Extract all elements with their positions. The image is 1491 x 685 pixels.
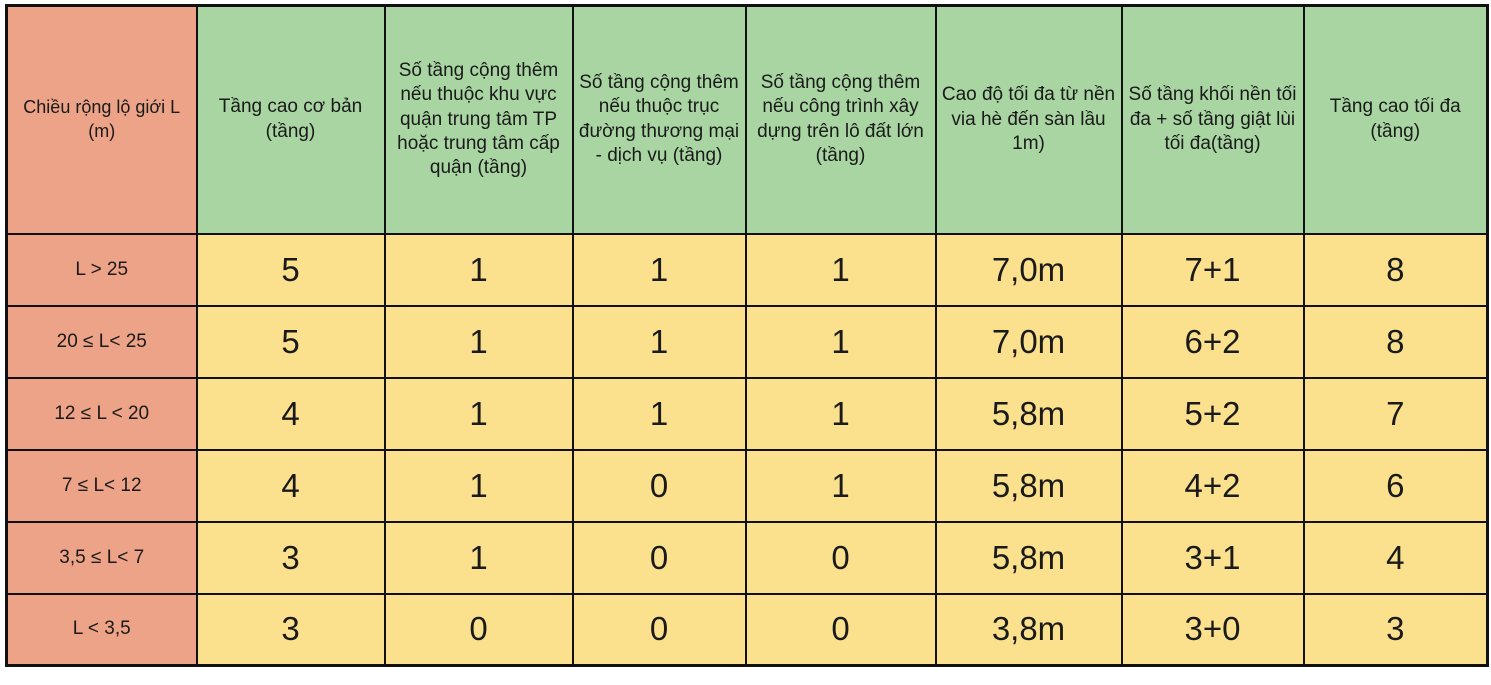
cell-max-height: 3,8m xyxy=(936,594,1122,666)
row-header: 12 ≤ L < 20 xyxy=(7,378,197,450)
cell-base-floors: 5 xyxy=(197,306,385,378)
cell-max-floors: 8 xyxy=(1304,306,1488,378)
cell-commercial-axis-bonus: 0 xyxy=(573,522,746,594)
column-header-road-width: Chiều rộng lộ giới L (m) xyxy=(7,6,197,234)
cell-large-lot-bonus: 1 xyxy=(746,234,936,306)
table-row xyxy=(7,522,1488,594)
table-sheet xyxy=(0,4,1491,685)
cell-max-floors: 3 xyxy=(1304,594,1488,666)
cell-podium-setback: 5+2 xyxy=(1122,378,1304,450)
cell-central-district-bonus: 1 xyxy=(385,234,573,306)
cell-base-floors: 4 xyxy=(197,378,385,450)
column-header-max-height-to-first-floor: Cao độ tối đa từ nền via hè đến sàn lầu 1m) xyxy=(936,6,1122,234)
cell-large-lot-bonus: 1 xyxy=(746,378,936,450)
column-header-base-floors: Tầng cao cơ bản (tầng) xyxy=(197,6,385,234)
cell-max-floors: 8 xyxy=(1304,234,1488,306)
cell-commercial-axis-bonus: 0 xyxy=(573,450,746,522)
cell-max-floors: 7 xyxy=(1304,378,1488,450)
row-header: L < 3,5 xyxy=(7,594,197,666)
cell-large-lot-bonus: 0 xyxy=(746,594,936,666)
row-header: 3,5 ≤ L< 7 xyxy=(7,522,197,594)
cell-max-height: 5,8m xyxy=(936,378,1122,450)
column-header-central-district-bonus: Số tầng cộng thêm nếu thuộc khu vực quận trung tâm TP hoặc trung tâm cấp quận (tầng) xyxy=(385,6,573,234)
column-header-max-floors: Tầng cao tối đa (tầng) xyxy=(1304,6,1488,234)
column-header-podium-setback-floors: Số tầng khối nền tối đa + số tầng giật lùi tối đa(tầng) xyxy=(1122,6,1304,234)
table-body xyxy=(7,234,1488,666)
cell-central-district-bonus: 0 xyxy=(385,594,573,666)
cell-podium-setback: 3+1 xyxy=(1122,522,1304,594)
cell-commercial-axis-bonus: 1 xyxy=(573,306,746,378)
cell-base-floors: 4 xyxy=(197,450,385,522)
cell-max-floors: 6 xyxy=(1304,450,1488,522)
building-height-table xyxy=(5,4,1489,667)
cell-max-height: 5,8m xyxy=(936,522,1122,594)
cell-central-district-bonus: 1 xyxy=(385,450,573,522)
row-header: L > 25 xyxy=(7,234,197,306)
column-header-large-lot-bonus: Số tầng cộng thêm nếu công trình xây dựng trên lô đất lớn (tầng) xyxy=(746,6,936,234)
cell-base-floors: 3 xyxy=(197,594,385,666)
cell-base-floors: 3 xyxy=(197,522,385,594)
column-header-commercial-axis-bonus: Số tầng cộng thêm nếu thuộc trục đường thương mại - dịch vụ (tầng) xyxy=(573,6,746,234)
cell-max-height: 5,8m xyxy=(936,450,1122,522)
cell-large-lot-bonus: 1 xyxy=(746,306,936,378)
cell-large-lot-bonus: 0 xyxy=(746,522,936,594)
table-row xyxy=(7,450,1488,522)
cell-max-floors: 4 xyxy=(1304,522,1488,594)
cell-podium-setback: 4+2 xyxy=(1122,450,1304,522)
cell-base-floors: 5 xyxy=(197,234,385,306)
table-header xyxy=(7,6,1488,234)
row-header: 7 ≤ L< 12 xyxy=(7,450,197,522)
cell-central-district-bonus: 1 xyxy=(385,522,573,594)
cell-commercial-axis-bonus: 0 xyxy=(573,594,746,666)
cell-commercial-axis-bonus: 1 xyxy=(573,234,746,306)
cell-podium-setback: 3+0 xyxy=(1122,594,1304,666)
cell-commercial-axis-bonus: 1 xyxy=(573,378,746,450)
table-row xyxy=(7,306,1488,378)
bottom-margin xyxy=(0,675,1491,685)
table-row xyxy=(7,378,1488,450)
cell-central-district-bonus: 1 xyxy=(385,306,573,378)
header-row xyxy=(7,6,1488,234)
row-header: 20 ≤ L< 25 xyxy=(7,306,197,378)
cell-large-lot-bonus: 1 xyxy=(746,450,936,522)
cell-podium-setback: 7+1 xyxy=(1122,234,1304,306)
cell-podium-setback: 6+2 xyxy=(1122,306,1304,378)
table-row xyxy=(7,594,1488,666)
table-row xyxy=(7,234,1488,306)
cell-max-height: 7,0m xyxy=(936,234,1122,306)
cell-max-height: 7,0m xyxy=(936,306,1122,378)
cell-central-district-bonus: 1 xyxy=(385,378,573,450)
